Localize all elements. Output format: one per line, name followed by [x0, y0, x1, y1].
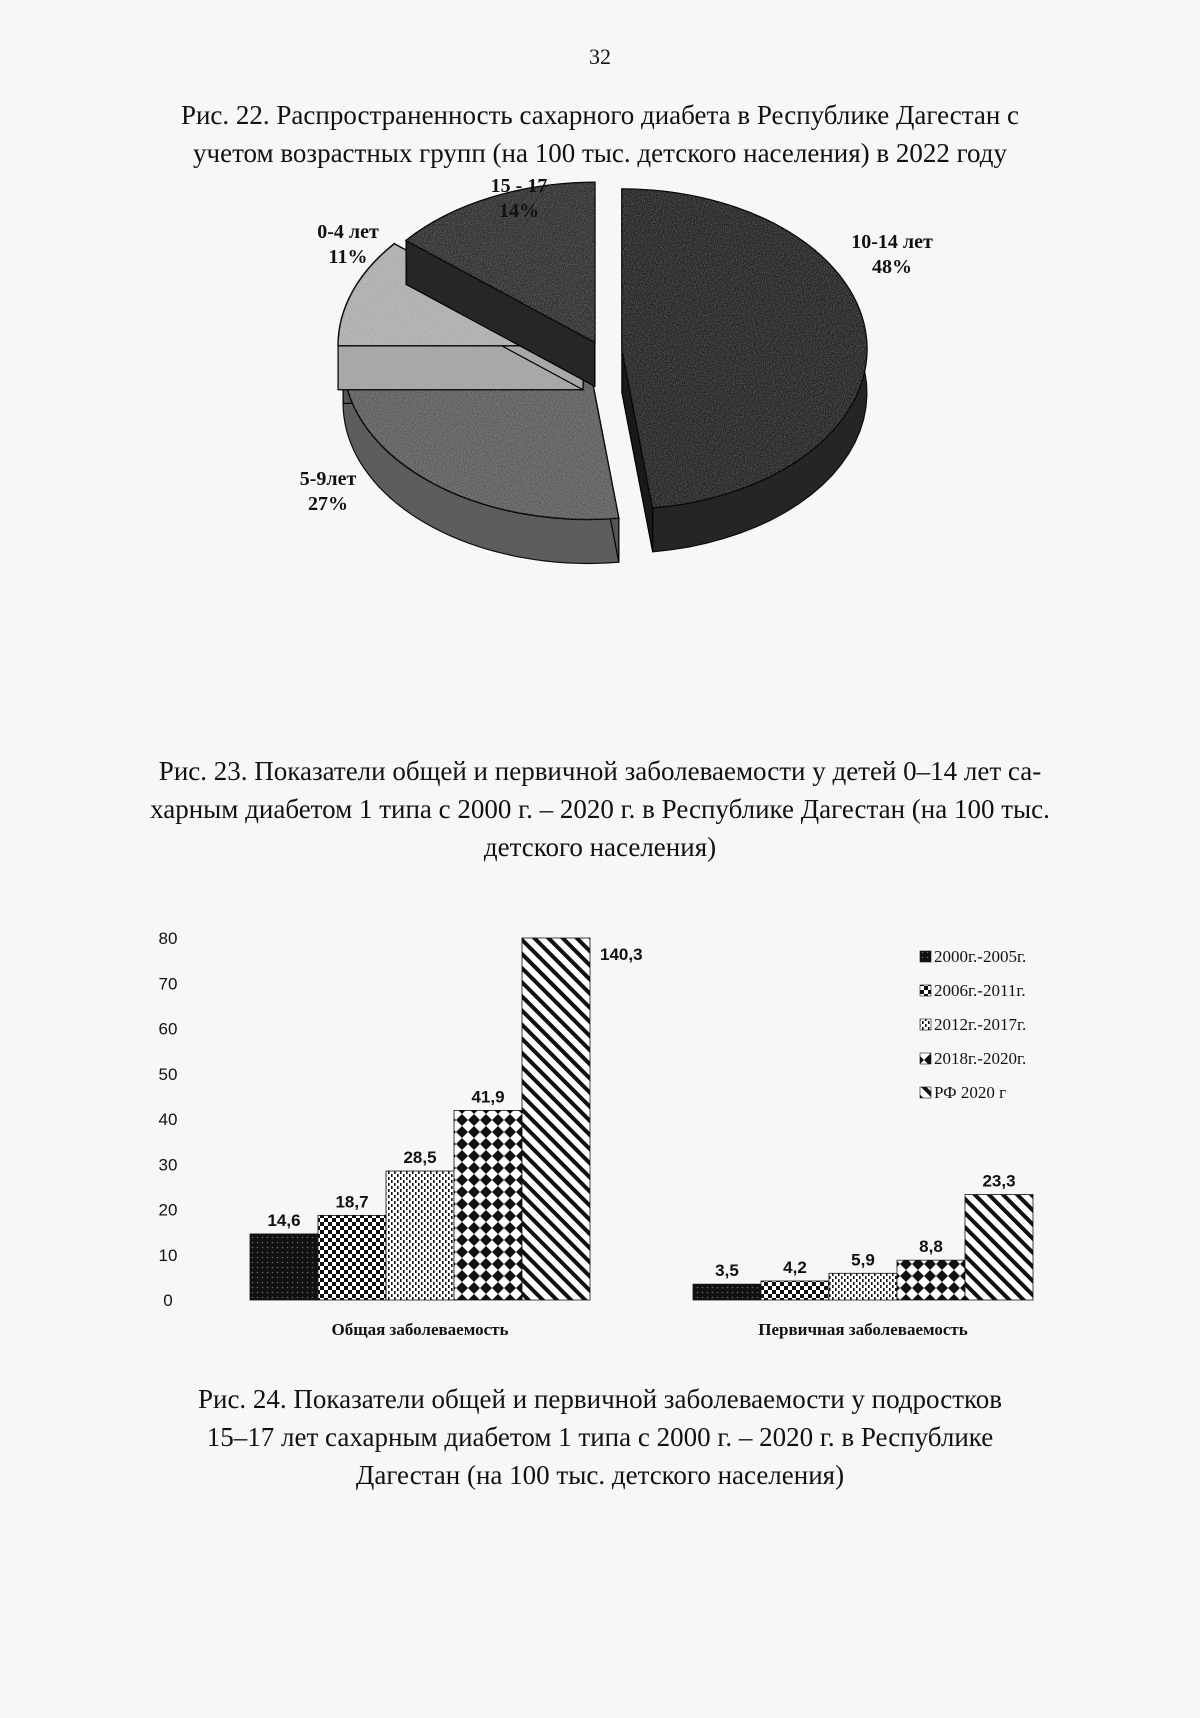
pie-slices: [338, 182, 867, 563]
legend-swatch: [920, 1053, 931, 1064]
caption-line: Рис. 24. Показатели общей и первичной заболеваемости у подростков: [197, 1384, 1002, 1414]
y-tick-label: 0: [163, 1291, 173, 1310]
y-tick-label: 70: [158, 974, 178, 994]
bar-2006г-2011г-primary: [761, 1281, 829, 1300]
legend-label: 2006г.-2011г.: [934, 981, 1026, 1000]
legend-label: РФ 2020 г: [934, 1083, 1007, 1102]
data-label: 4,2: [783, 1257, 807, 1277]
bar-2012г-2017г-total: [386, 1171, 454, 1300]
data-label: 140,3: [600, 945, 643, 964]
bar-рф-2020-г-primary: [965, 1195, 1033, 1300]
data-label: 18,7: [335, 1192, 369, 1212]
data-label: 28,5: [403, 1148, 437, 1168]
bar-chart: [0, 910, 1200, 1339]
pie-label-name: 10-14 лет: [851, 231, 933, 253]
y-tick-label: 60: [158, 1019, 178, 1039]
bar-marks: [250, 938, 1033, 1300]
caption-line: учетом возрастных групп (на 100 тыс. детского населения) в 2022 году: [193, 138, 1007, 168]
caption-line: Дагестан (на 100 тыс. детского населения): [355, 1460, 845, 1490]
legend-label: 2000г.-2005г.: [934, 947, 1027, 966]
data-label: 3,5: [715, 1261, 739, 1281]
y-tick-label: 40: [158, 1110, 178, 1129]
caption-line: Рис. 22. Распространенность сахарного диабета в Республике Дагестан с: [180, 100, 1020, 130]
bar-2000г-2005г-primary: [693, 1284, 761, 1300]
y-tick-label: 20: [158, 1200, 178, 1220]
y-tick-label: 50: [158, 1064, 178, 1084]
category-labels: [332, 1320, 968, 1339]
data-label: 23,3: [982, 1171, 1016, 1191]
pie-label-percent: 14%: [499, 200, 539, 222]
pie-label-name: 15 - 17: [490, 175, 548, 197]
pie-slice-10-14-лет: [622, 189, 867, 552]
data-label: 14,6: [267, 1210, 301, 1230]
legend-swatch: [920, 985, 931, 996]
page-number: 32: [589, 44, 611, 69]
legend-swatch: [920, 1087, 931, 1098]
pie-chart: [0, 150, 1200, 710]
legend-label: 2012г.-2017г.: [934, 1015, 1027, 1034]
pie-label-name: 5-9лет: [299, 468, 357, 490]
bar-2006г-2011г-total: [318, 1215, 386, 1300]
category-label: Первичная заболеваемость: [758, 1320, 968, 1339]
figure-23-caption: [0, 752, 1200, 866]
pie-label-name: 0-4 лет: [317, 221, 379, 243]
data-label: 41,9: [471, 1087, 505, 1107]
caption-line: детского населения): [483, 832, 717, 862]
bar-2018г-2020г-total: [454, 1110, 522, 1300]
legend-swatch: [920, 951, 931, 962]
bar-2018г-2020г-primary: [897, 1260, 965, 1300]
y-tick-label: 10: [158, 1245, 178, 1265]
pie-label-percent: 11%: [328, 246, 368, 268]
legend-swatch: [920, 1019, 931, 1030]
data-label: 5,9: [851, 1250, 875, 1270]
caption-line: Рис. 23. Показатели общей и первичной заболеваемости у детей 0–14 лет са-: [158, 756, 1042, 786]
caption-line: харным диабетом 1 типа с 2000 г. – 2020 г. в Республике Дагестан (на 100 тыс.: [150, 794, 1050, 824]
bar-рф-2020-г-total: [522, 938, 590, 1300]
caption-line: 15–17 лет сахарным диабетом 1 типа с 2000 г. – 2020 г. в Республике: [206, 1422, 994, 1452]
y-axis: [159, 929, 178, 1310]
legend-label: 2018г.-2020г.: [934, 1049, 1027, 1068]
legend: [920, 947, 1026, 1102]
pie-label-percent: 27%: [308, 493, 348, 515]
y-tick-label: 80: [158, 929, 178, 948]
bar-2000г-2005г-total: [250, 1234, 318, 1300]
data-label: 8,8: [919, 1237, 943, 1257]
y-tick-label: 30: [158, 1155, 178, 1175]
bar-2012г-2017г-primary: [829, 1273, 897, 1300]
pie-label-percent: 48%: [872, 256, 912, 278]
category-label: Общая заболеваемость: [331, 1320, 509, 1339]
figure-24-caption: [0, 1380, 1200, 1494]
